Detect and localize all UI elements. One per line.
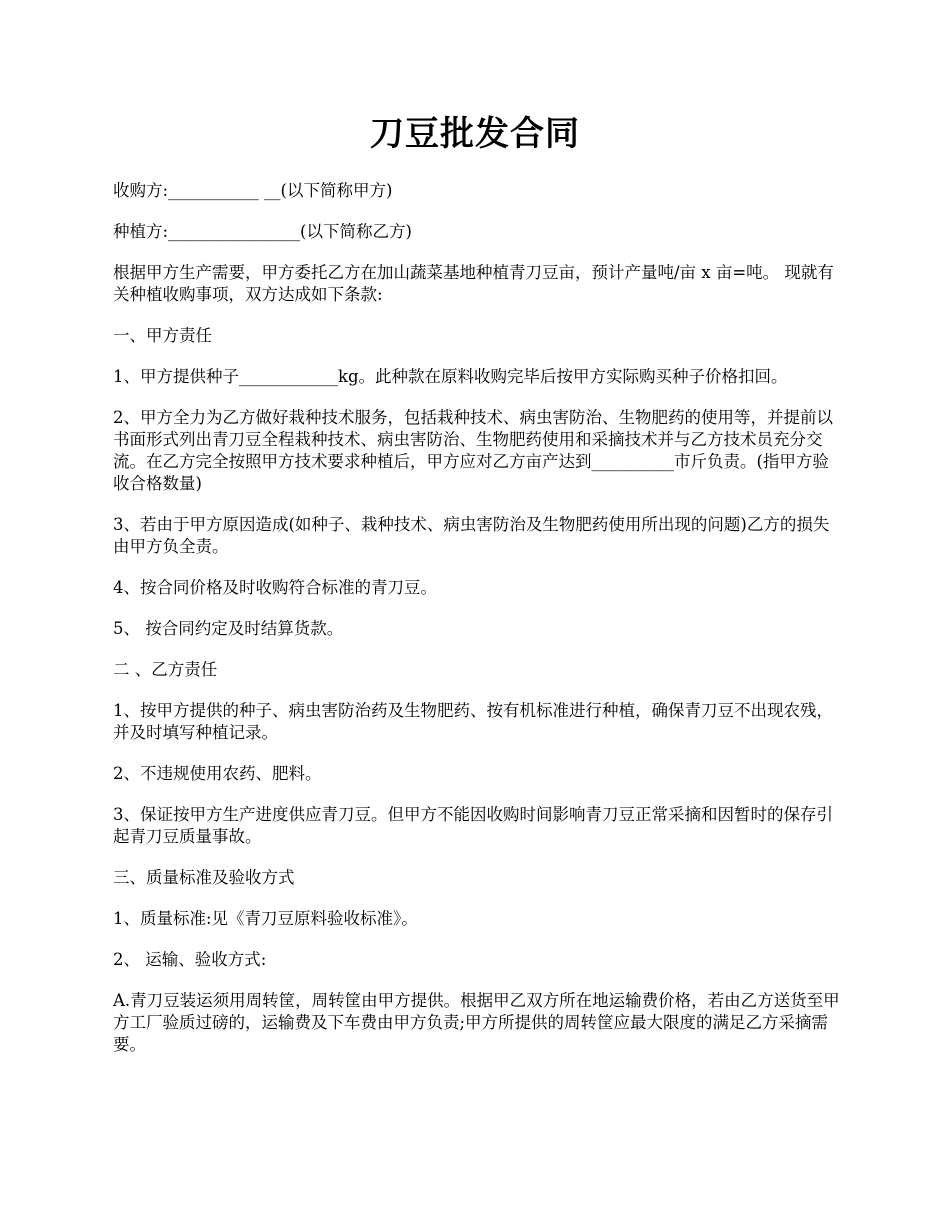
document-title: 刀豆批发合同 <box>370 114 580 154</box>
party-a-clause-2: 2、甲方全力为乙方做好栽种技术服务，包括栽种技术、病虫害防治、生物肥药的使用等，并提前以书面形式列出青刀豆全程栽种技术、病虫害防治、生物肥药使用和采摘技术并与乙方技术员充分交流。在乙方完全按照甲方技术要求种植后，甲方应对乙方亩产达到__________市斤负责。(指甲方验收合格数量) <box>113 408 833 493</box>
party-a-clause-5: 5、 按合同约定及时结算货款。 <box>113 619 344 638</box>
quality-clause-1: 1、质量标准:见《青刀豆原料验收标准》。 <box>113 909 418 928</box>
quality-clause-a: A.青刀豆装运须用周转筐，周转筐由甲方提供。根据甲乙双方所在地运输费价格，若由乙方送货至甲方工厂验质过磅的，运输费及下车费由甲方负责;甲方所提供的周转筐应最大限度的满足乙方采摘需要。 <box>113 991 840 1054</box>
party-a-clause-4: 4、按合同价格及时收购符合标准的青刀豆。 <box>113 578 437 597</box>
section-heading-party-b: 二 、乙方责任 <box>113 660 218 679</box>
quality-clause-2: 2、 运输、验收方式: <box>113 950 267 969</box>
section-heading-quality: 三、质量标准及验收方式 <box>113 868 295 887</box>
document-body <box>113 180 840 1075</box>
party-a-clause-3: 3、若由于甲方原因造成(如种子、栽种技术、病虫害防治及生物肥药使用所出现的问题)乙方的损失由甲方负全责。 <box>113 515 830 556</box>
party-a-line: 收购方:___________ __(以下简称甲方) <box>113 181 393 200</box>
party-b-line: 种植方:________________(以下简称乙方) <box>113 222 412 241</box>
section-heading-party-a: 一、甲方责任 <box>113 326 212 345</box>
party-a-clause-1: 1、甲方提供种子____________kg。此种款在原料收购完毕后按甲方实际购买种子价格扣回。 <box>113 367 788 386</box>
intro-paragraph: 根据甲方生产需要，甲方委托乙方在加山蔬菜基地种植青刀豆亩，预计产量吨/亩 x 亩=吨。 现就有关种植收购事项，双方达成如下条款: <box>113 263 834 304</box>
party-b-clause-3: 3、保证按甲方生产进度供应青刀豆。但甲方不能因收购时间影响青刀豆正常采摘和因暂时的保存引起青刀豆质量事故。 <box>113 805 833 846</box>
party-b-clause-1: 1、按甲方提供的种子、病虫害防治药及生物肥药、按有机标准进行种植，确保青刀豆不出现农残，并及时填写种植记录。 <box>113 701 833 742</box>
party-b-clause-2: 2、不违规使用农药、肥料。 <box>113 764 322 783</box>
